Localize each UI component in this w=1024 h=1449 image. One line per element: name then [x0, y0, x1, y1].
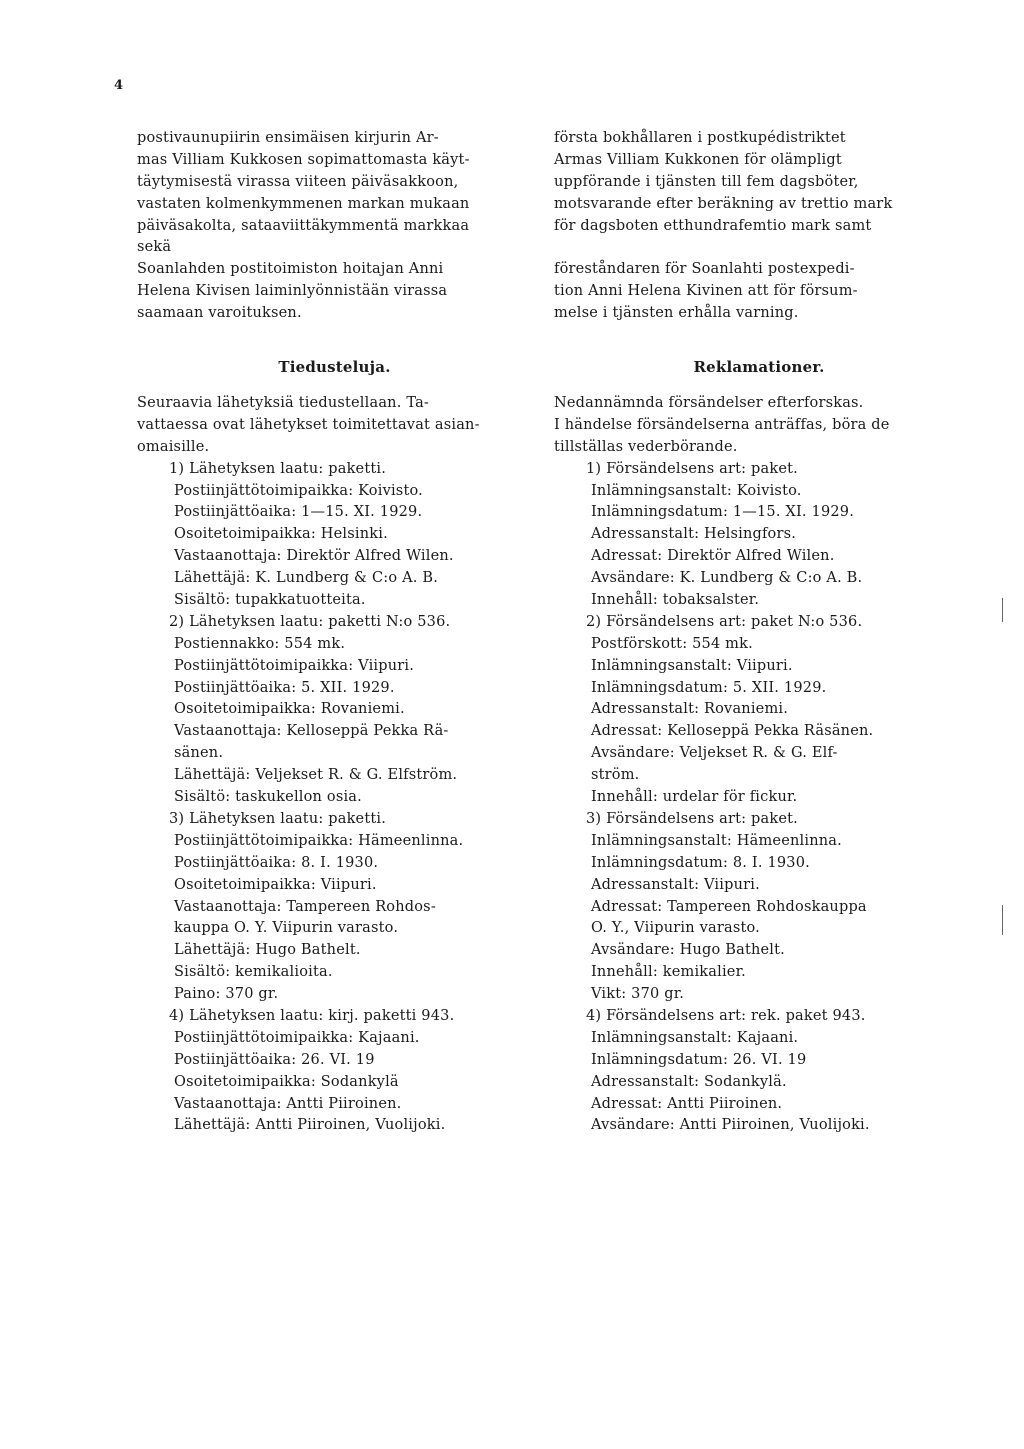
right-intro-paragraph [554, 128, 964, 325]
left-intro-paragraph [137, 128, 532, 325]
right-entries-line: Vikt: 370 gr. [591, 986, 685, 1003]
left-lead-line: vattaessa ovat lähetykset toimitettavat asian- [137, 416, 480, 433]
left-intro-line: täytymisestä virassa viiteen päiväsakkoon, [137, 173, 459, 190]
right-entries-line: Avsändare: Hugo Bathelt. [591, 942, 785, 959]
left-intro-line: sekä [137, 239, 172, 256]
left-entries-line: 4) Lähetyksen laatu: kirj. paketti 943. [169, 1007, 455, 1024]
left-entries-line: Postiinjättötoimipaikka: Kajaani. [174, 1029, 420, 1046]
left-entries-line: Postiinjättöaika: 8. I. 1930. [174, 854, 379, 871]
right-entries-line: Avsändare: Antti Piiroinen, Vuolijoki. [591, 1117, 870, 1134]
right-entries-line: Inlämningsanstalt: Koivisto. [591, 482, 802, 499]
right-entries-line: Adressat: Kelloseppä Pekka Räsänen. [591, 723, 874, 740]
right-entries-line: 1) Försändelsens art: paket. [586, 460, 798, 477]
right-intro-line: uppförande i tjänsten till fem dagsböter, [554, 173, 859, 190]
right-entries-line: Inlämningsdatum: 1—15. XI. 1929. [591, 504, 855, 521]
left-entries-line: Osoitetoimipaikka: Rovaniemi. [174, 701, 405, 718]
right-entries-line: Adressat: Antti Piiroinen. [591, 1095, 783, 1112]
right-lead-paragraph [554, 393, 964, 459]
left-entries-line: Postiinjättötoimipaikka: Viipuri. [174, 657, 415, 674]
left-intro-line: vastaten kolmenkymmenen markan mukaan [137, 195, 470, 212]
right-entries-line: ström. [591, 767, 640, 784]
left-column-finnish [137, 128, 532, 1137]
left-entries-line: Postiinjättöaika: 1—15. XI. 1929. [174, 504, 423, 521]
left-entries-line: Lähettäjä: Hugo Bathelt. [174, 942, 361, 959]
left-entries-line: kauppa O. Y. Viipurin varasto. [174, 920, 399, 937]
left-entries-line: Sisältö: kemikalioita. [174, 964, 333, 981]
left-entries-list [137, 459, 532, 1138]
right-lead-line: tillställas vederbörande. [554, 438, 738, 455]
left-intro-line: Helena Kivisen laiminlyönnistään virassa [137, 283, 448, 300]
right-column-swedish [554, 128, 964, 1137]
right-entries-line: Innehåll: urdelar för fickur. [591, 789, 798, 806]
left-lead-line: omaisille. [137, 438, 210, 455]
left-entries-line: Osoitetoimipaikka: Viipuri. [174, 876, 377, 893]
left-intro-line: postivaunupiirin ensimäisen kirjurin Ar- [137, 130, 439, 146]
right-entries-line: Inlämningsanstalt: Viipuri. [591, 657, 793, 674]
right-intro-line [554, 237, 964, 259]
right-entries-line: Inlämningsanstalt: Kajaani. [591, 1029, 799, 1046]
right-entries-line: Inlämningsdatum: 8. I. 1930. [591, 854, 810, 871]
right-entries-list [554, 459, 964, 1138]
left-entries-line: Postiennakko: 554 mk. [174, 635, 346, 652]
right-entries-line: Adressanstalt: Rovaniemi. [591, 701, 789, 718]
left-entries-line: 3) Lähetyksen laatu: paketti. [169, 810, 387, 827]
right-lead-line: I händelse försändelserna anträffas, böra de [554, 416, 890, 433]
right-entries-line: O. Y., Viipurin varasto. [591, 920, 760, 937]
right-entries-line: Innehåll: kemikalier. [591, 964, 746, 981]
right-intro-line: för dagsboten etthundrafemtio mark samt [554, 217, 872, 234]
left-entries-line: Vastaanottaja: Antti Piiroinen. [174, 1095, 402, 1112]
left-entries-line: Vastaanottaja: Kelloseppä Pekka Rä- [174, 723, 449, 740]
right-entries-line: 2) Försändelsens art: paket N:o 536. [586, 613, 863, 630]
left-intro-line: Soanlahden postitoimiston hoitajan Anni [137, 261, 444, 278]
right-entries-line: 4) Försändelsens art: rek. paket 943. [586, 1007, 866, 1024]
left-entries-line: Osoitetoimipaikka: Helsinki. [174, 526, 388, 543]
right-intro-line: tion Anni Helena Kivinen att för försum- [554, 283, 858, 300]
right-entries-line: Inlämningsanstalt: Hämeenlinna. [591, 832, 842, 849]
left-entries-line: Sisältö: tupakkatuotteita. [174, 592, 366, 609]
left-entries-line: Postiinjättöaika: 5. XII. 1929. [174, 679, 395, 696]
right-entries-line: Avsändare: Veljekset R. & G. Elf- [591, 745, 838, 762]
left-entries-line: Osoitetoimipaikka: Sodankylä [174, 1073, 399, 1090]
right-entries-line: Postförskott: 554 mk. [591, 635, 753, 652]
left-entries-line: Postiinjättötoimipaikka: Koivisto. [174, 482, 423, 499]
right-entries-line: Adressat: Tampereen Rohdoskauppa [591, 898, 867, 915]
right-intro-line: melse i tjänsten erhålla varning. [554, 305, 799, 322]
left-intro-line: saamaan varoituksen. [137, 305, 302, 322]
left-entries-line: Postiinjättöaika: 26. VI. 19 [174, 1051, 375, 1068]
left-section-heading: Tiedusteluja. [278, 358, 391, 377]
right-entries-line: Inlämningsdatum: 5. XII. 1929. [591, 679, 827, 696]
right-lead-line: Nedannämnda försändelser efterforskas. [554, 395, 864, 412]
left-entries-line: Vastaanottaja: Direktör Alfred Wilen. [174, 548, 454, 565]
right-intro-line: första bokhållaren i postkupédistriktet [554, 130, 846, 146]
left-entries-line: 1) Lähetyksen laatu: paketti. [169, 460, 387, 477]
right-intro-line: motsvarande efter beräkning av trettio mark [554, 195, 893, 212]
left-entries-line: 2) Lähetyksen laatu: paketti N:o 536. [169, 613, 451, 630]
right-entries-line: Adressat: Direktör Alfred Wilen. [591, 548, 835, 565]
left-entries-line: Vastaanottaja: Tampereen Rohdos- [174, 898, 436, 915]
left-entries-line: Sisältö: taskukellon osia. [174, 789, 362, 806]
left-lead-paragraph [137, 393, 532, 459]
right-entries-line: Avsändare: K. Lundberg & C:o A. B. [591, 570, 863, 587]
left-entries-line: Lähettäjä: Veljekset R. & G. Elfström. [174, 767, 458, 784]
right-intro-line: Armas Villiam Kukkonen för olämpligt [554, 151, 842, 168]
page-number: 4 [114, 78, 124, 93]
margin-rule-mark [1002, 598, 1003, 622]
left-entries-line: Lähettäjä: K. Lundberg & C:o A. B. [174, 570, 439, 587]
right-section-heading: Reklamationer. [693, 358, 825, 377]
left-entries-line: sänen. [174, 745, 224, 762]
right-entries-line: 3) Försändelsens art: paket. [586, 810, 798, 827]
right-entries-line: Adressanstalt: Sodankylä. [591, 1073, 787, 1090]
right-entries-line: Inlämningsdatum: 26. VI. 19 [591, 1051, 807, 1068]
right-entries-line: Innehåll: tobaksalster. [591, 592, 760, 609]
right-entries-line: Adressanstalt: Helsingfors. [591, 526, 797, 543]
right-intro-line: föreståndaren för Soanlahti postexpedi- [554, 261, 855, 278]
left-lead-line: Seuraavia lähetyksiä tiedustellaan. Ta- [137, 395, 430, 412]
right-entries-line: Adressanstalt: Viipuri. [591, 876, 760, 893]
margin-rule-mark [1002, 905, 1003, 935]
left-entries-line: Paino: 370 gr. [174, 986, 279, 1003]
left-entries-line: Postiinjättötoimipaikka: Hämeenlinna. [174, 832, 464, 849]
left-intro-line: päiväsakolta, sataaviittäkymmentä markkaa [137, 217, 470, 234]
left-intro-line: mas Villiam Kukkosen sopimattomasta käyt- [137, 151, 470, 168]
left-entries-line: Lähettäjä: Antti Piiroinen, Vuolijoki. [174, 1117, 446, 1134]
